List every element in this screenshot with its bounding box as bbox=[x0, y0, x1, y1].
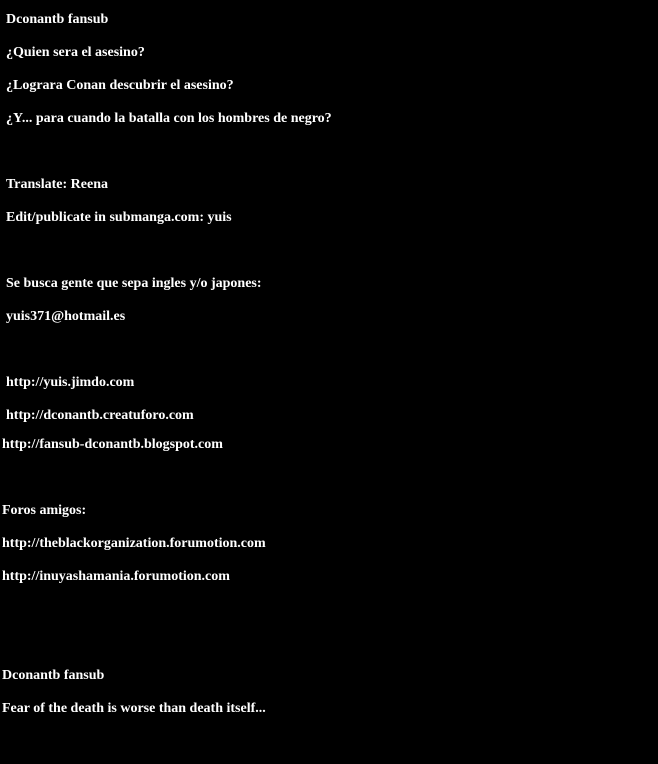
link-creatuforo: http://dconantb.creatuforo.com bbox=[6, 408, 194, 423]
credit-edit: Edit/publicate in submanga.com: yuis bbox=[6, 210, 232, 225]
link-blogspot: http://fansub-dconantb.blogspot.com bbox=[2, 437, 223, 452]
recruit-email: yuis371@hotmail.es bbox=[6, 309, 126, 324]
question-black-organization: ¿Y... para cuando la batalla con los hombres de negro? bbox=[6, 111, 332, 126]
question-assassin: ¿Quien sera el asesino? bbox=[6, 45, 145, 60]
credit-translate: Translate: Reena bbox=[6, 177, 108, 192]
header-title: Dconantb fansub bbox=[6, 12, 109, 27]
friends-heading: Foros amigos: bbox=[2, 503, 87, 518]
question-conan: ¿Lograra Conan descubrir el asesino? bbox=[6, 78, 234, 93]
friend-link-inuyashamania: http://inuyashamania.forumotion.com bbox=[2, 569, 230, 584]
friend-link-blackorganization: http://theblackorganization.forumotion.com bbox=[2, 536, 266, 551]
link-jimdo: http://yuis.jimdo.com bbox=[6, 375, 135, 390]
footer-quote: Fear of the death is worse than death itself... bbox=[2, 701, 266, 716]
footer-title: Dconantb fansub bbox=[2, 668, 105, 683]
recruit-text: Se busca gente que sepa ingles y/o japones: bbox=[6, 276, 262, 291]
